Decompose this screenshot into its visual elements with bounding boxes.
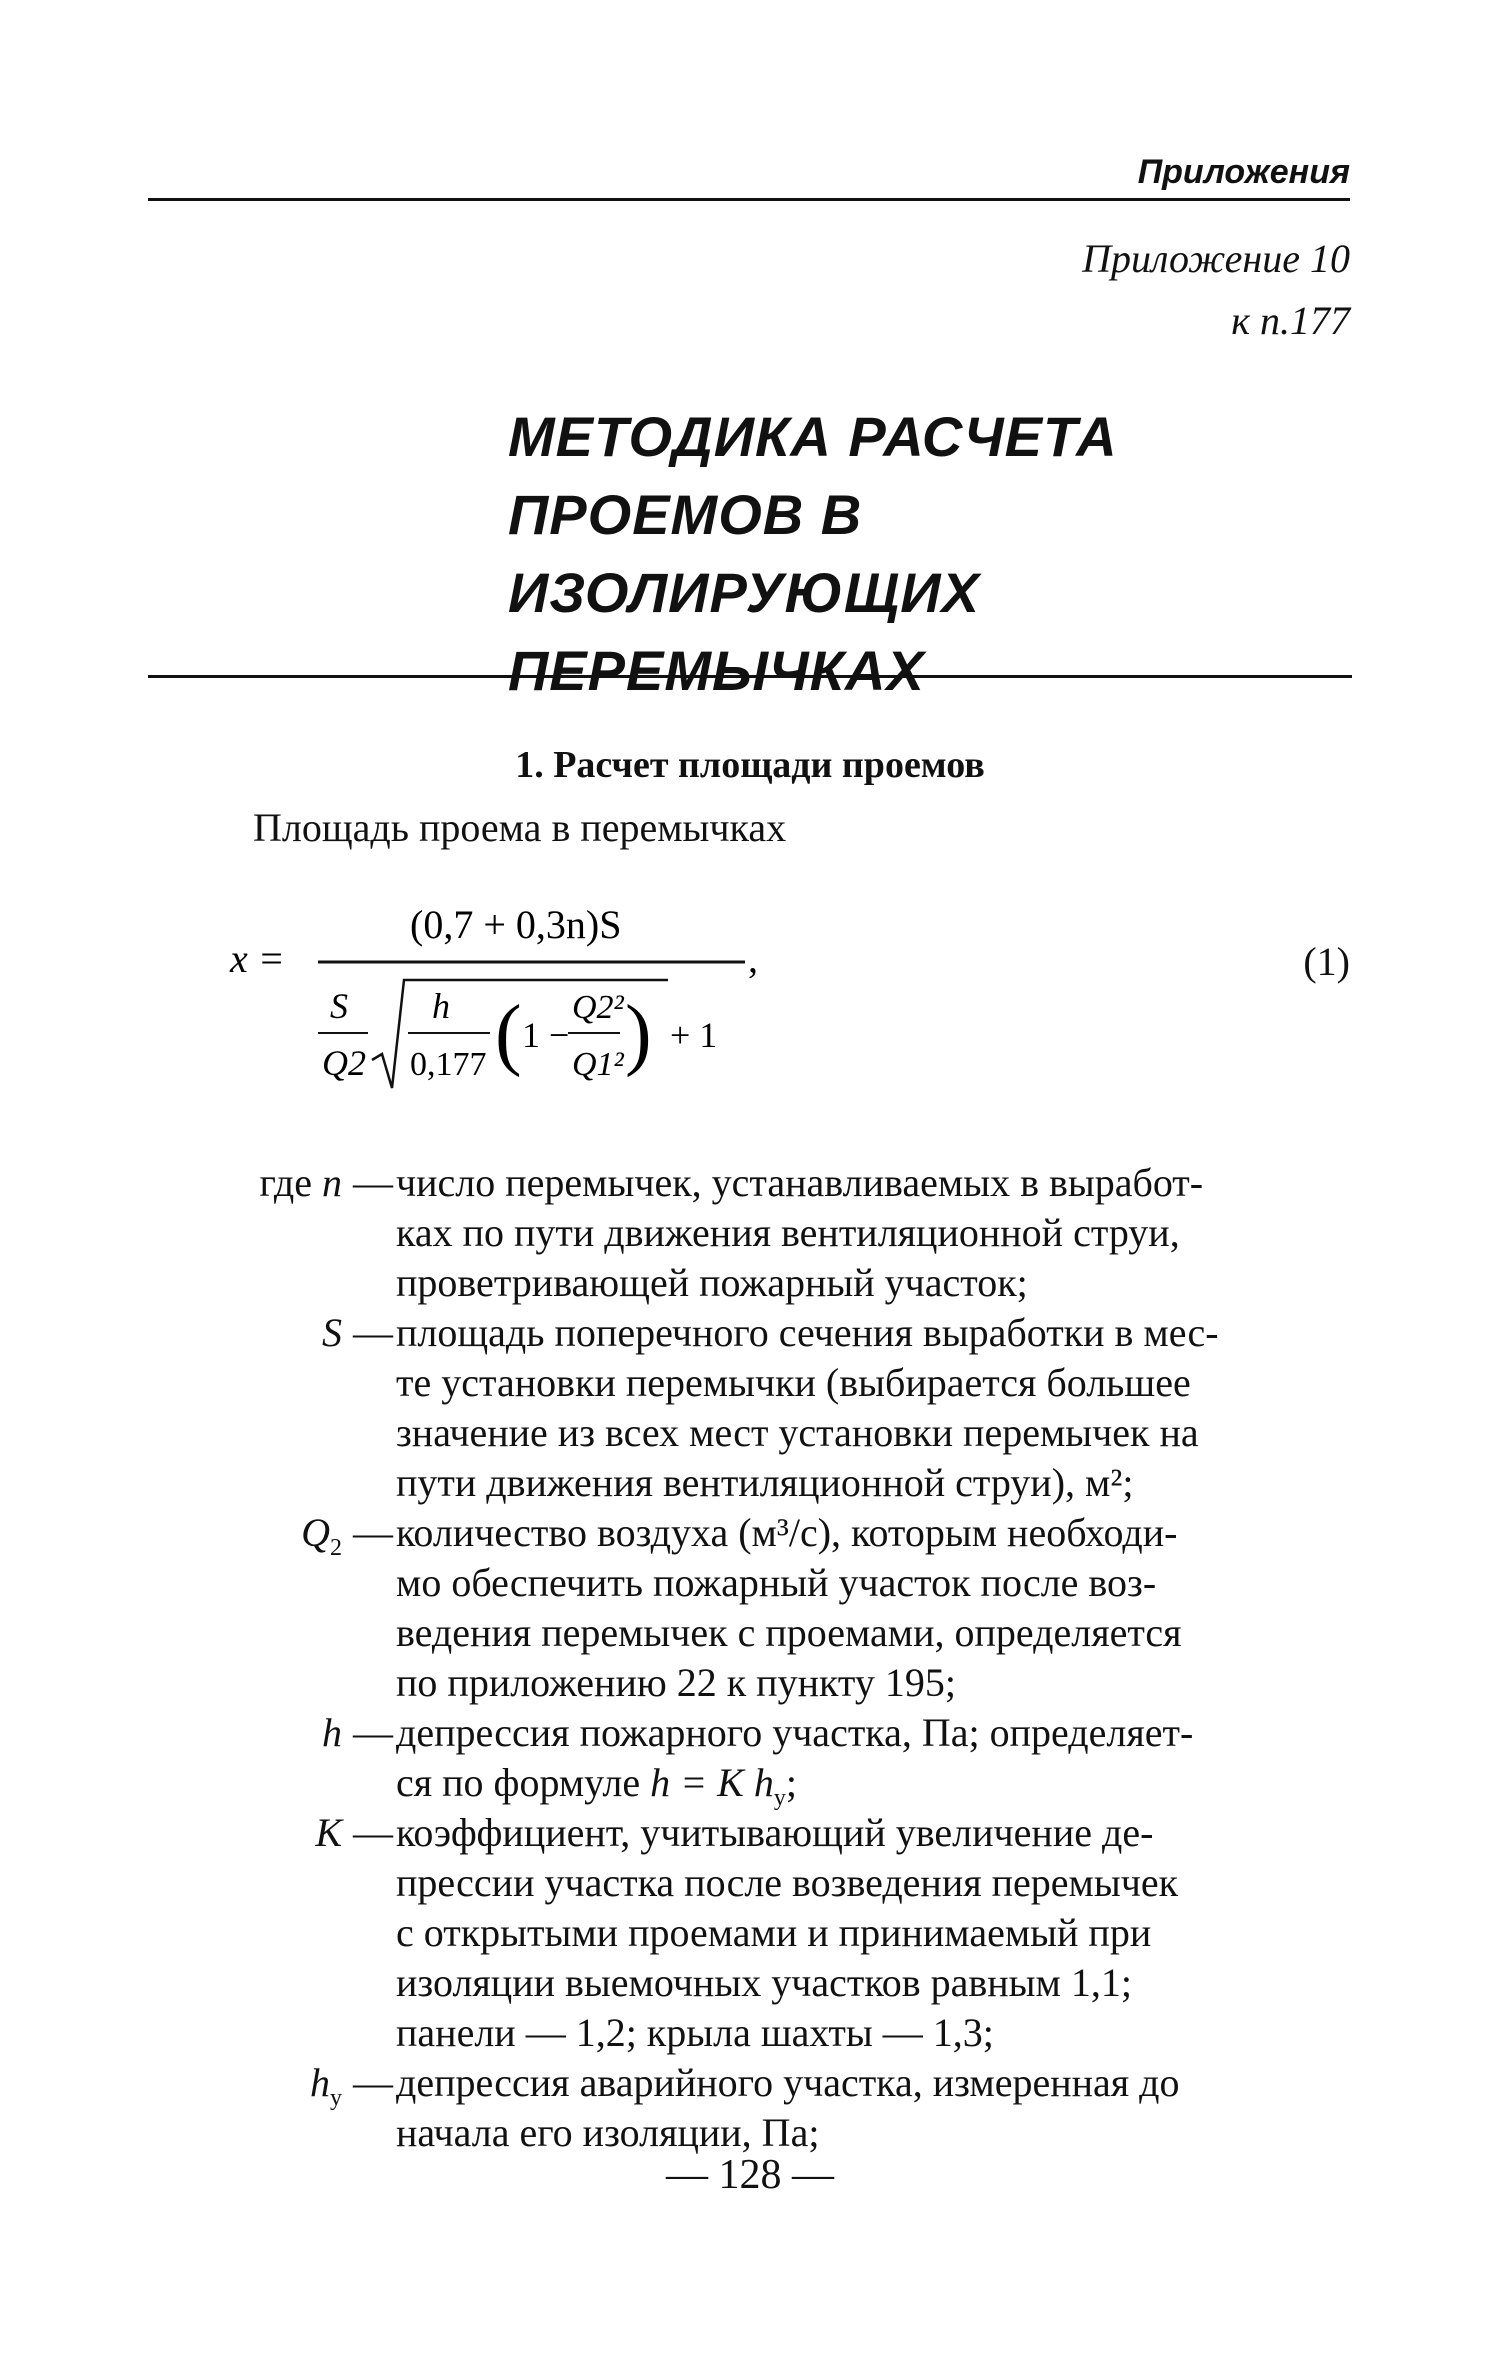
definition-line: число перемычек, устанавливаемых в выработ- xyxy=(396,1160,1204,1205)
dash: — xyxy=(353,1810,393,1855)
definition-h xyxy=(220,1708,1354,1811)
symbol-S: S xyxy=(322,1310,342,1355)
symbol-Q: Q xyxy=(301,1510,330,1555)
frac-Q2: Q2 xyxy=(322,1043,366,1083)
plus-one: + 1 xyxy=(670,1015,718,1055)
title-divider xyxy=(148,675,1352,678)
definition-S xyxy=(220,1308,1354,1508)
equation-number: (1) xyxy=(1303,939,1350,984)
definition-hy xyxy=(220,2058,1354,2158)
dash: — xyxy=(353,1710,393,1755)
appendix-reference xyxy=(1082,228,1350,352)
right-paren: ) xyxy=(625,990,652,1078)
symbol-hy: h xyxy=(310,2060,330,2105)
appendix-label: Приложение 10 xyxy=(1082,236,1350,281)
definition-K xyxy=(220,1808,1354,2058)
definition-line: площадь поперечного сечения выработки в мес- xyxy=(396,1310,1219,1355)
definition-line: коэффициент, учитывающий увеличение де- xyxy=(396,1810,1154,1855)
Q1-squared: Q1² xyxy=(572,1046,624,1083)
title-line: ПРОЕМОВ В xyxy=(508,483,863,546)
title-line: ПЕРЕМЫЧКАХ xyxy=(508,639,925,702)
definition-line: пути движения вентиляционной струи), м²; xyxy=(396,1460,1134,1505)
definition-Q2 xyxy=(220,1508,1354,1708)
dash: — xyxy=(353,2060,393,2105)
page-number: — 128 — xyxy=(666,2152,834,2198)
definition-line: те установки перемычки (выбирается большее xyxy=(396,1360,1191,1405)
Q2-squared: Q2² xyxy=(572,989,624,1026)
inline-formula: h = K h xyxy=(650,1760,774,1805)
definition-line: прессии участка после возведения перемычек xyxy=(396,1860,1179,1905)
definitions-list xyxy=(220,1158,1354,2158)
definition-line: депрессия пожарного участка, Па; определяет- xyxy=(396,1710,1194,1755)
formula-1 xyxy=(200,890,1350,1110)
running-title: Приложения xyxy=(1137,153,1350,191)
definition-line: ся по формуле h = K $h_у$; xyxy=(396,1760,797,1811)
section-heading: 1. Расчет площади проемов xyxy=(515,744,985,786)
symbol-Q-subscript: 2 xyxy=(330,1535,342,1561)
formula-lhs: x = xyxy=(230,936,285,981)
radicand-0177: 0,177 xyxy=(410,1046,487,1083)
definition-line: ведения перемычек с проемами, определяется xyxy=(396,1610,1182,1655)
left-paren: ( xyxy=(495,990,522,1078)
definition-line: депрессия аварийного участка, измеренная до xyxy=(396,2060,1180,2105)
title-line: МЕТОДИКА РАСЧЕТА xyxy=(508,405,1118,468)
definition-line: мо обеспечить пожарный участок после воз- xyxy=(396,1560,1157,1605)
dash: — xyxy=(353,1160,393,1205)
definition-n xyxy=(220,1158,1354,1308)
where-word: где xyxy=(259,1160,312,1205)
definition-line: изоляции выемочных участков равным 1,1; xyxy=(396,1960,1132,2005)
formula-numerator: (0,7 + 0,3n)S xyxy=(410,902,622,947)
dash: — xyxy=(353,1310,393,1355)
symbol-K: K xyxy=(315,1810,342,1855)
definition-line: ках по пути движения вентиляционной струи, xyxy=(396,1210,1180,1255)
page-title xyxy=(508,398,1208,710)
definition-line: с открытыми проемами и принимаемый при xyxy=(396,1910,1152,1955)
symbol-n: n xyxy=(322,1160,342,1205)
definition-line: панели — 1,2; крыла шахты — 1,3; xyxy=(396,2010,994,2055)
running-head xyxy=(148,152,1350,201)
intro-text: Площадь проема в перемычках xyxy=(253,805,787,850)
definition-line: проветривающей пожарный участок; xyxy=(396,1260,1028,1305)
frac-S: S xyxy=(330,986,348,1026)
radicand-h: h xyxy=(432,986,450,1026)
definition-line: начала его изоляции, Па; xyxy=(396,2110,820,2155)
symbol-h: h xyxy=(322,1710,342,1755)
definition-line: количество воздуха (м³/с), которым необходи- xyxy=(396,1510,1178,1555)
formula-comma: , xyxy=(748,936,758,981)
formula-graphic xyxy=(200,890,1100,1110)
one-minus: 1 − xyxy=(522,1015,570,1055)
symbol-hy-subscript: у xyxy=(330,2085,342,2111)
definition-line: значение из всех мест установки перемычек на xyxy=(396,1410,1199,1455)
definition-line: по приложению 22 к пункту 195; xyxy=(396,1660,956,1705)
title-line: ИЗОЛИРУЮЩИХ xyxy=(508,561,980,624)
dash: — xyxy=(353,1510,393,1555)
appendix-clause: к п.177 xyxy=(1231,298,1350,343)
